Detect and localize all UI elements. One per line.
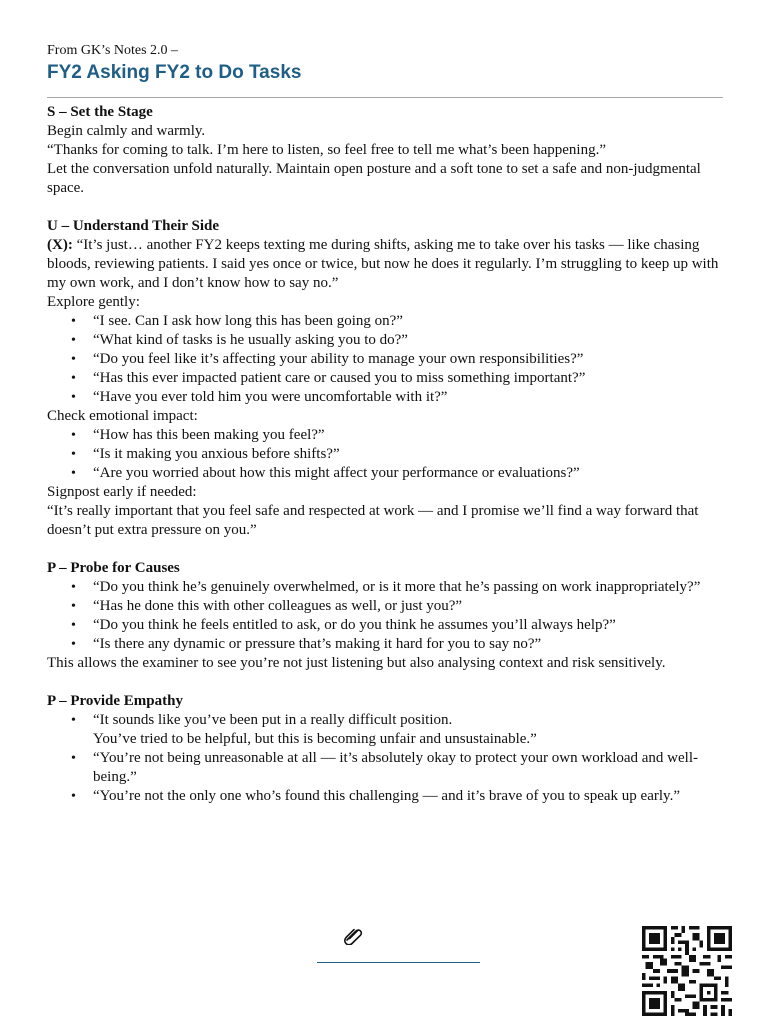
list-item: • “You’re not the only one who’s found this challenging — and it’s brave of you to speak up early.” xyxy=(93,787,723,806)
list-item: • “Do you think he feels entitled to ask, or do you think he assumes you’ll always help?” xyxy=(93,616,723,635)
probe-list xyxy=(47,578,723,654)
list-item: • “Is there any dynamic or pressure that’s making it hard for you to say no?” xyxy=(93,635,723,654)
section-title: P – Provide Empathy xyxy=(47,693,183,709)
empathy-list xyxy=(47,711,723,806)
section-provide-empathy xyxy=(47,692,723,806)
title-divider xyxy=(47,97,723,98)
section-title: U – Understand Their Side xyxy=(47,218,219,234)
list-item: • “Has this ever impacted patient care or caused you to miss something important?” xyxy=(93,369,723,388)
list-item-line: “It sounds like you’ve been put in a really difficult position. xyxy=(93,712,453,728)
paragraph: Begin calmly and warmly. xyxy=(47,123,206,139)
candidate-quote xyxy=(47,236,723,293)
explore-label: Explore gently: xyxy=(47,294,140,310)
section-understand-their-side xyxy=(47,217,723,540)
list-item: • “Do you feel like it’s affecting your ability to manage your own responsibilities?” xyxy=(93,350,723,369)
probe-summary: This allows the examiner to see you’re not just listening but also analysing context and risk sensitively. xyxy=(47,655,666,671)
list-item-line: You’ve tried to be helpful, but this is becoming unfair and unsustainable.” xyxy=(93,731,537,747)
footer-divider xyxy=(317,962,480,963)
paragraph: “Thanks for coming to talk. I’m here to listen, so feel free to tell me what’s been happening.” xyxy=(47,142,606,158)
check-list xyxy=(47,426,723,483)
quote-label: (X): xyxy=(47,237,73,253)
section-probe-for-causes xyxy=(47,559,723,673)
list-item: • “Are you worried about how this might affect your performance or evaluations?” xyxy=(93,464,723,483)
list-item xyxy=(93,711,723,749)
section-title: P – Probe for Causes xyxy=(47,560,180,576)
explore-list xyxy=(47,312,723,407)
quote-text: “It’s just… another FY2 keeps texting me during shifts, asking me to take over his tasks — like chasing bloods, reviewing patients. I said yes once or twice, but now he does it regularly. I’m struggling to keep up with my own work, and I don’t know how to say no.” xyxy=(47,237,719,291)
list-item: • “Have you ever told him you were uncomfortable with it?” xyxy=(93,388,723,407)
section-title: S – Set the Stage xyxy=(47,104,153,120)
paperclip-icon xyxy=(343,925,365,945)
check-label: Check emotional impact: xyxy=(47,408,198,424)
list-item: • “I see. Can I ask how long this has been going on?” xyxy=(93,312,723,331)
page-title: FY2 Asking FY2 to Do Tasks xyxy=(47,62,302,83)
list-item: • “What kind of tasks is he usually asking you to do?” xyxy=(93,331,723,350)
document-page xyxy=(47,41,723,825)
list-item: • “Do you think he’s genuinely overwhelmed, or is it more that he’s passing on work inappropriately?” xyxy=(93,578,723,597)
list-item: • “You’re not being unreasonable at all — it’s absolutely okay to protect your own workload and well-being.” xyxy=(93,749,723,787)
paragraph: Let the conversation unfold naturally. Maintain open posture and a soft tone to set a safe and non-judgmental space. xyxy=(47,161,701,196)
list-item: • “How has this been making you feel?” xyxy=(93,426,723,445)
qr-code xyxy=(640,926,734,1016)
list-item: • “Is it making you anxious before shifts?” xyxy=(93,445,723,464)
list-item: • “Has he done this with other colleagues as well, or just you?” xyxy=(93,597,723,616)
signpost-text: “It’s really important that you feel safe and respected at work — and I promise we’ll find a way forward that doesn’t put extra pressure on you.” xyxy=(47,503,699,538)
signpost-label: Signpost early if needed: xyxy=(47,484,197,500)
source-line: From GK’s Notes 2.0 – xyxy=(47,43,179,58)
section-set-the-stage xyxy=(47,103,723,198)
